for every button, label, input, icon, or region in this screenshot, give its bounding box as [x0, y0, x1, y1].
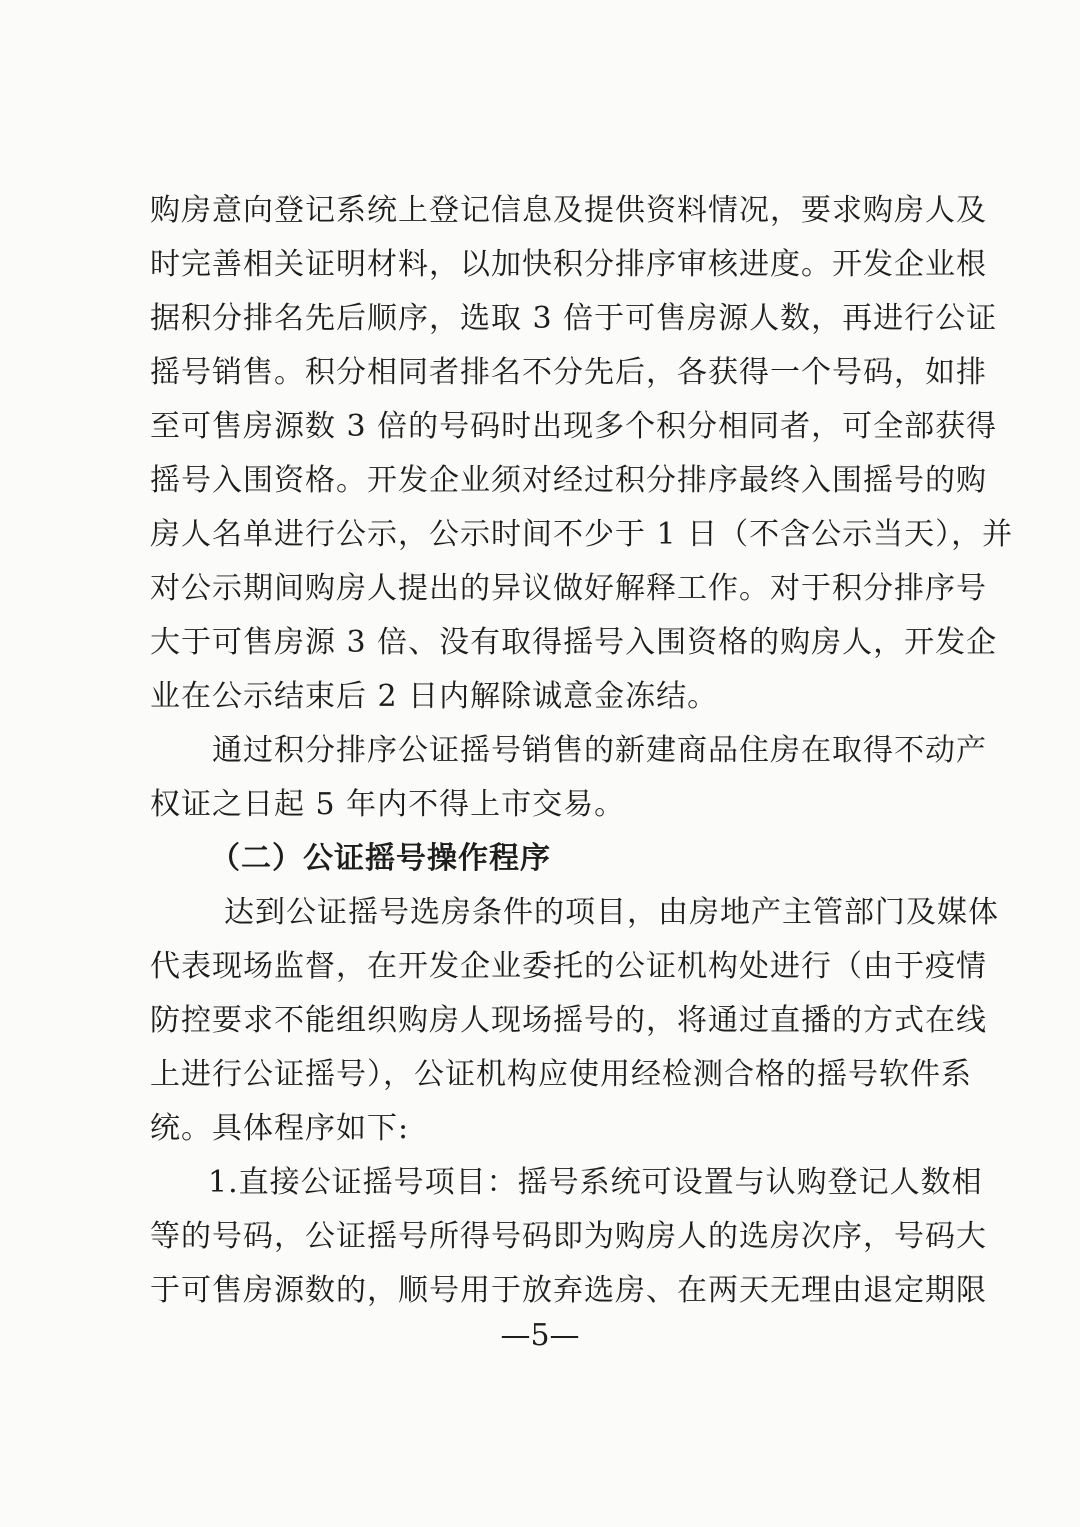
paragraph-start-line: 通过积分排序公证摇号销售的新建商品住房在取得不动产	[212, 733, 987, 768]
body-line-9: 大于可售房源 3 倍、没有取得摇号入围资格的购房人，开发企	[150, 625, 998, 660]
body-line-21: 于可售房源数的，顺号用于放弃选房、在两天无理由退定期限	[150, 1273, 987, 1308]
body-line-1: 购房意向登记系统上登记信息及提供资料情况，要求购房人及	[150, 193, 987, 228]
section-heading: （二）公证摇号操作程序	[210, 841, 551, 876]
paragraph-start-line: 达到公证摇号选房条件的项目，由房地产主管部门及媒体	[224, 895, 999, 930]
body-line-8: 对公示期间购房人提出的异议做好解释工作。对于积分排序号	[150, 571, 987, 606]
body-line-18: 统。具体程序如下:	[150, 1111, 410, 1146]
body-line-3: 据积分排名先后顺序，选取 3 倍于可售房源人数，再进行公证	[150, 301, 998, 336]
body-line-10: 业在公示结束后 2 日内解除诚意金冻结。	[150, 679, 719, 714]
body-line-4: 摇号销售。积分相同者排名不分先后，各获得一个号码，如排	[150, 355, 987, 390]
body-line-7: 房人名单进行公示，公示时间不少于 1 日（不含公示当天），并	[150, 517, 1014, 552]
body-line-17: 上进行公证摇号），公证机构应使用经检测合格的摇号软件系	[150, 1057, 972, 1092]
body-line-12: 权证之日起 5 年内不得上市交易。	[150, 787, 626, 822]
body-line-15: 代表现场监督，在开发企业委托的公证机构处进行（由于疫情	[150, 949, 987, 984]
body-line-6: 摇号入围资格。开发企业须对经过积分排序最终入围摇号的购	[150, 463, 987, 498]
body-line-20: 等的号码，公证摇号所得号码即为购房人的选房次序，号码大	[150, 1219, 987, 1254]
body-line-5: 至可售房源数 3 倍的号码时出现多个积分相同者，可全部获得	[150, 409, 998, 444]
numbered-item-line: 1.直接公证摇号项目：摇号系统可设置与认购登记人数相	[208, 1165, 983, 1200]
body-line-2: 时完善相关证明材料，以加快积分排序审核进度。开发企业根	[150, 247, 987, 282]
body-line-16: 防控要求不能组织购房人现场摇号的，将通过直播的方式在线	[150, 1003, 987, 1038]
page-number: —5—	[500, 1318, 580, 1353]
